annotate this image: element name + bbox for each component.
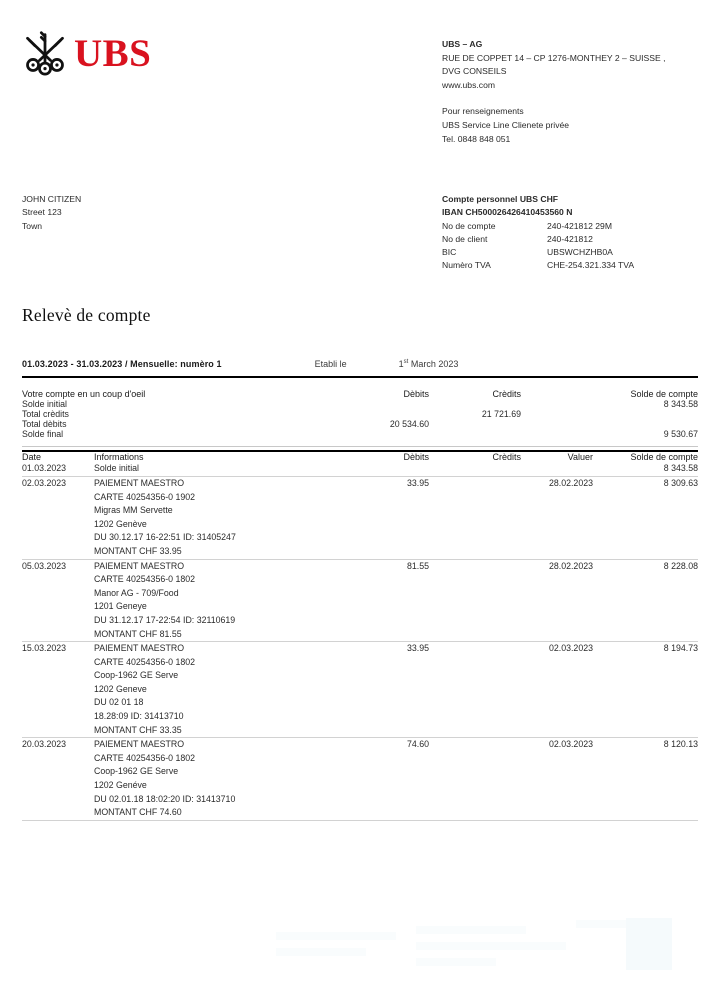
summary-header-debits: Dèbits	[403, 389, 429, 400]
summary-row-spacer	[521, 409, 593, 419]
tx-debit: 81.55	[337, 559, 429, 642]
contact-service-line: UBS Service Line Clienete privée	[442, 119, 570, 130]
summary-row-label: Solde final	[22, 429, 64, 440]
summary-row-total-debits	[22, 419, 698, 429]
tx-balance: 8 120.13	[593, 738, 698, 820]
summary-header-row	[22, 389, 698, 399]
tx-date: 20.03.2023	[22, 738, 94, 820]
table-row[interactable]	[22, 462, 698, 476]
tx-info	[94, 738, 337, 820]
summary-row-label: Total dèbits	[22, 419, 67, 430]
tx-credit	[429, 476, 521, 559]
summary-row-balance: 8 343.58	[663, 399, 698, 410]
summary-table	[22, 389, 698, 439]
client-number-value: 240-421812	[547, 233, 593, 244]
table-row[interactable]	[22, 738, 698, 820]
summary-row-debit	[337, 409, 429, 419]
tx-valeur: 28.02.2023	[521, 476, 593, 559]
tx-debit: 33.95	[337, 476, 429, 559]
statement-period: 01.03.2023 - 31.03.2023 / Mensuelle: numèro 1	[22, 359, 222, 370]
tx-debit: 74.60	[337, 738, 429, 820]
summary-row-total-credits	[22, 409, 698, 419]
tx-balance: 8 228.08	[593, 559, 698, 642]
summary-row-balance	[593, 409, 698, 419]
bank-name: UBS – AG	[442, 39, 483, 49]
summary-row-spacer	[521, 419, 593, 429]
bic-label: BIC	[442, 246, 457, 257]
customer-street: Street 123	[22, 207, 62, 218]
tx-balance: 8 309.63	[593, 476, 698, 559]
tx-credit	[429, 462, 521, 476]
tx-credit	[429, 738, 521, 820]
tx-info-line: MONTANT CHF 81.55	[94, 628, 182, 639]
bank-info-block	[442, 30, 666, 146]
vat-number-value: CHE-254.321.334 TVA	[547, 260, 635, 271]
summary-row-label: Solde initial	[22, 399, 67, 410]
tx-info-line: Coop-1962 GE Serve	[94, 766, 179, 777]
tx-debit: 33.95	[337, 642, 429, 738]
summary-row-debit	[337, 429, 429, 439]
table-row[interactable]	[22, 476, 698, 559]
customer-address	[22, 193, 442, 272]
tx-info-line: CARTE 40254356-0 1802	[94, 574, 196, 585]
brand-block	[22, 30, 442, 146]
summary-row-label: Total crèdits	[22, 409, 69, 420]
tx-info-line: 1202 Geneve	[94, 683, 147, 694]
ubs-three-keys-icon	[22, 30, 68, 76]
divider-table-bottom	[22, 820, 698, 821]
established-date-ordinal: st	[403, 359, 409, 366]
tx-credit	[429, 642, 521, 738]
tx-info-line: MONTANT CHF 33.95	[94, 545, 182, 556]
summary-row-closing-balance	[22, 429, 698, 439]
summary-row-opening-balance	[22, 399, 698, 409]
account-detail-row	[442, 220, 634, 233]
tx-date: 15.03.2023	[22, 642, 94, 738]
tx-info-line: 1202 Genéve	[94, 780, 147, 791]
tx-info-line: DU 02 01 18	[94, 697, 144, 708]
account-detail-row	[442, 259, 634, 272]
summary-header-spacer	[521, 389, 593, 399]
bank-address-line-1: RUE DE COPPET 14 – CP 1276-MONTHEY 2 – SUISSE ,	[442, 52, 666, 63]
bic-value: UBSWCHZHB0A	[547, 246, 613, 257]
established-label: Etabli le	[314, 359, 347, 370]
address-and-account	[22, 193, 698, 272]
summary-row-balance	[593, 419, 698, 429]
account-number-label: No de compte	[442, 220, 496, 231]
divider-top	[22, 376, 698, 378]
brand-wordmark: UBS	[74, 31, 152, 75]
tx-info-line: DU 30.12.17 16-22:51 ID: 31405247	[94, 532, 236, 543]
tx-info-line: Migras MM Servette	[94, 505, 173, 516]
tx-balance: 8 194.73	[593, 642, 698, 738]
tx-balance: 8 343.58	[663, 463, 698, 474]
tx-credit	[429, 559, 521, 642]
tx-valeur: 02.03.2023	[521, 738, 593, 820]
account-title: Compte personnel UBS CHF	[442, 194, 559, 205]
summary-row-credit	[429, 419, 521, 429]
tx-info-line: PAIEMENT MAESTRO	[94, 643, 185, 654]
tx-info-line: PAIEMENT MAESTRO	[94, 477, 185, 488]
summary-row-credit	[429, 399, 521, 409]
tx-info	[94, 642, 337, 738]
tx-info-line: DU 31.12.17 17-22:54 ID: 32110619	[94, 614, 236, 625]
tx-info-line: Solde initial	[94, 463, 139, 474]
account-detail-row	[442, 246, 634, 259]
account-iban: IBAN CH500026426410453560 N	[442, 207, 573, 218]
tx-valeur: 02.03.2023	[521, 642, 593, 738]
client-number-label: No de client	[442, 233, 488, 244]
tx-header-credits: Crèdits	[492, 452, 521, 463]
summary-row-balance: 9 530.67	[663, 429, 698, 440]
tx-info	[94, 559, 337, 642]
summary-row-credit: 21 721.69	[481, 409, 521, 420]
tx-header-date: Date	[22, 452, 42, 463]
summary-header-credits: Crèdits	[492, 389, 521, 400]
tx-info-line: DU 02.01.18 18:02:20 ID: 31413710	[94, 793, 236, 804]
divider-summary-thin	[22, 446, 698, 447]
summary-row-debit	[337, 399, 429, 409]
summary-row-spacer	[521, 429, 593, 439]
tx-info-line: Coop-1962 GE Serve	[94, 670, 179, 681]
page-title: Relevè de compte	[22, 305, 151, 326]
tx-header-debits: Dèbits	[403, 452, 429, 463]
tx-valeur	[521, 462, 593, 476]
tx-date: 05.03.2023	[22, 559, 94, 642]
tx-date: 02.03.2023	[22, 476, 94, 559]
established-date	[399, 359, 459, 369]
summary-header-balance: Solde de compte	[630, 389, 698, 400]
tx-header-balance: Solde de compte	[630, 452, 698, 463]
contact-phone: Tel. 0848 848 051	[442, 133, 511, 144]
tx-info-line: 1202 Genève	[94, 518, 147, 529]
tx-date: 01.03.2023	[22, 463, 67, 474]
summary-header-label: Votre compte en un coup d'oeil	[22, 389, 146, 400]
summary-row-credit	[429, 429, 521, 439]
established-date-number: 1	[398, 359, 404, 370]
bank-address-line-2: DVG CONSEILS	[442, 66, 507, 77]
tx-info-line: MONTANT CHF 33.35	[94, 724, 182, 735]
established-date-rest: March 2023	[408, 359, 459, 370]
table-row[interactable]	[22, 642, 698, 738]
tx-header-info: Informations	[94, 452, 144, 463]
background-watermark	[276, 912, 676, 982]
transactions-table	[22, 452, 698, 819]
statement-period-row	[22, 359, 698, 369]
tx-header-valeur: Valuer	[567, 452, 593, 463]
summary-row-spacer	[521, 399, 593, 409]
tx-info-line: 18.28:09 ID: 31413710	[94, 711, 184, 722]
customer-name: JOHN CITIZEN	[22, 194, 82, 205]
ubs-logo	[22, 30, 442, 76]
tx-info-line: CARTE 40254356-0 1802	[94, 656, 196, 667]
transactions-header-row	[22, 452, 698, 462]
customer-city: Town	[22, 220, 43, 231]
tx-info-line: MONTANT CHF 74.60	[94, 807, 182, 818]
vat-number-label: Numèro TVA	[442, 260, 491, 271]
contact-heading: Pour renseignements	[442, 106, 524, 117]
tx-info-line: 1201 Geneye	[94, 601, 147, 612]
account-detail-row	[442, 233, 634, 246]
account-details	[442, 193, 634, 272]
account-number-value: 240-421812 29M	[547, 220, 612, 231]
tx-debit	[337, 462, 429, 476]
tx-info-line: PAIEMENT MAESTRO	[94, 739, 185, 750]
tx-info-line: Manor AG - 709/Food	[94, 587, 179, 598]
tx-info-line: CARTE 40254356-0 1902	[94, 491, 196, 502]
page-header	[22, 0, 698, 146]
tx-info-line: CARTE 40254356-0 1802	[94, 752, 196, 763]
tx-info-line: PAIEMENT MAESTRO	[94, 560, 185, 571]
tx-info	[94, 462, 337, 476]
summary-row-debit: 20 534.60	[389, 419, 429, 430]
table-row[interactable]	[22, 559, 698, 642]
tx-valeur: 28.02.2023	[521, 559, 593, 642]
tx-info	[94, 476, 337, 559]
bank-website: www.ubs.com	[442, 79, 496, 90]
